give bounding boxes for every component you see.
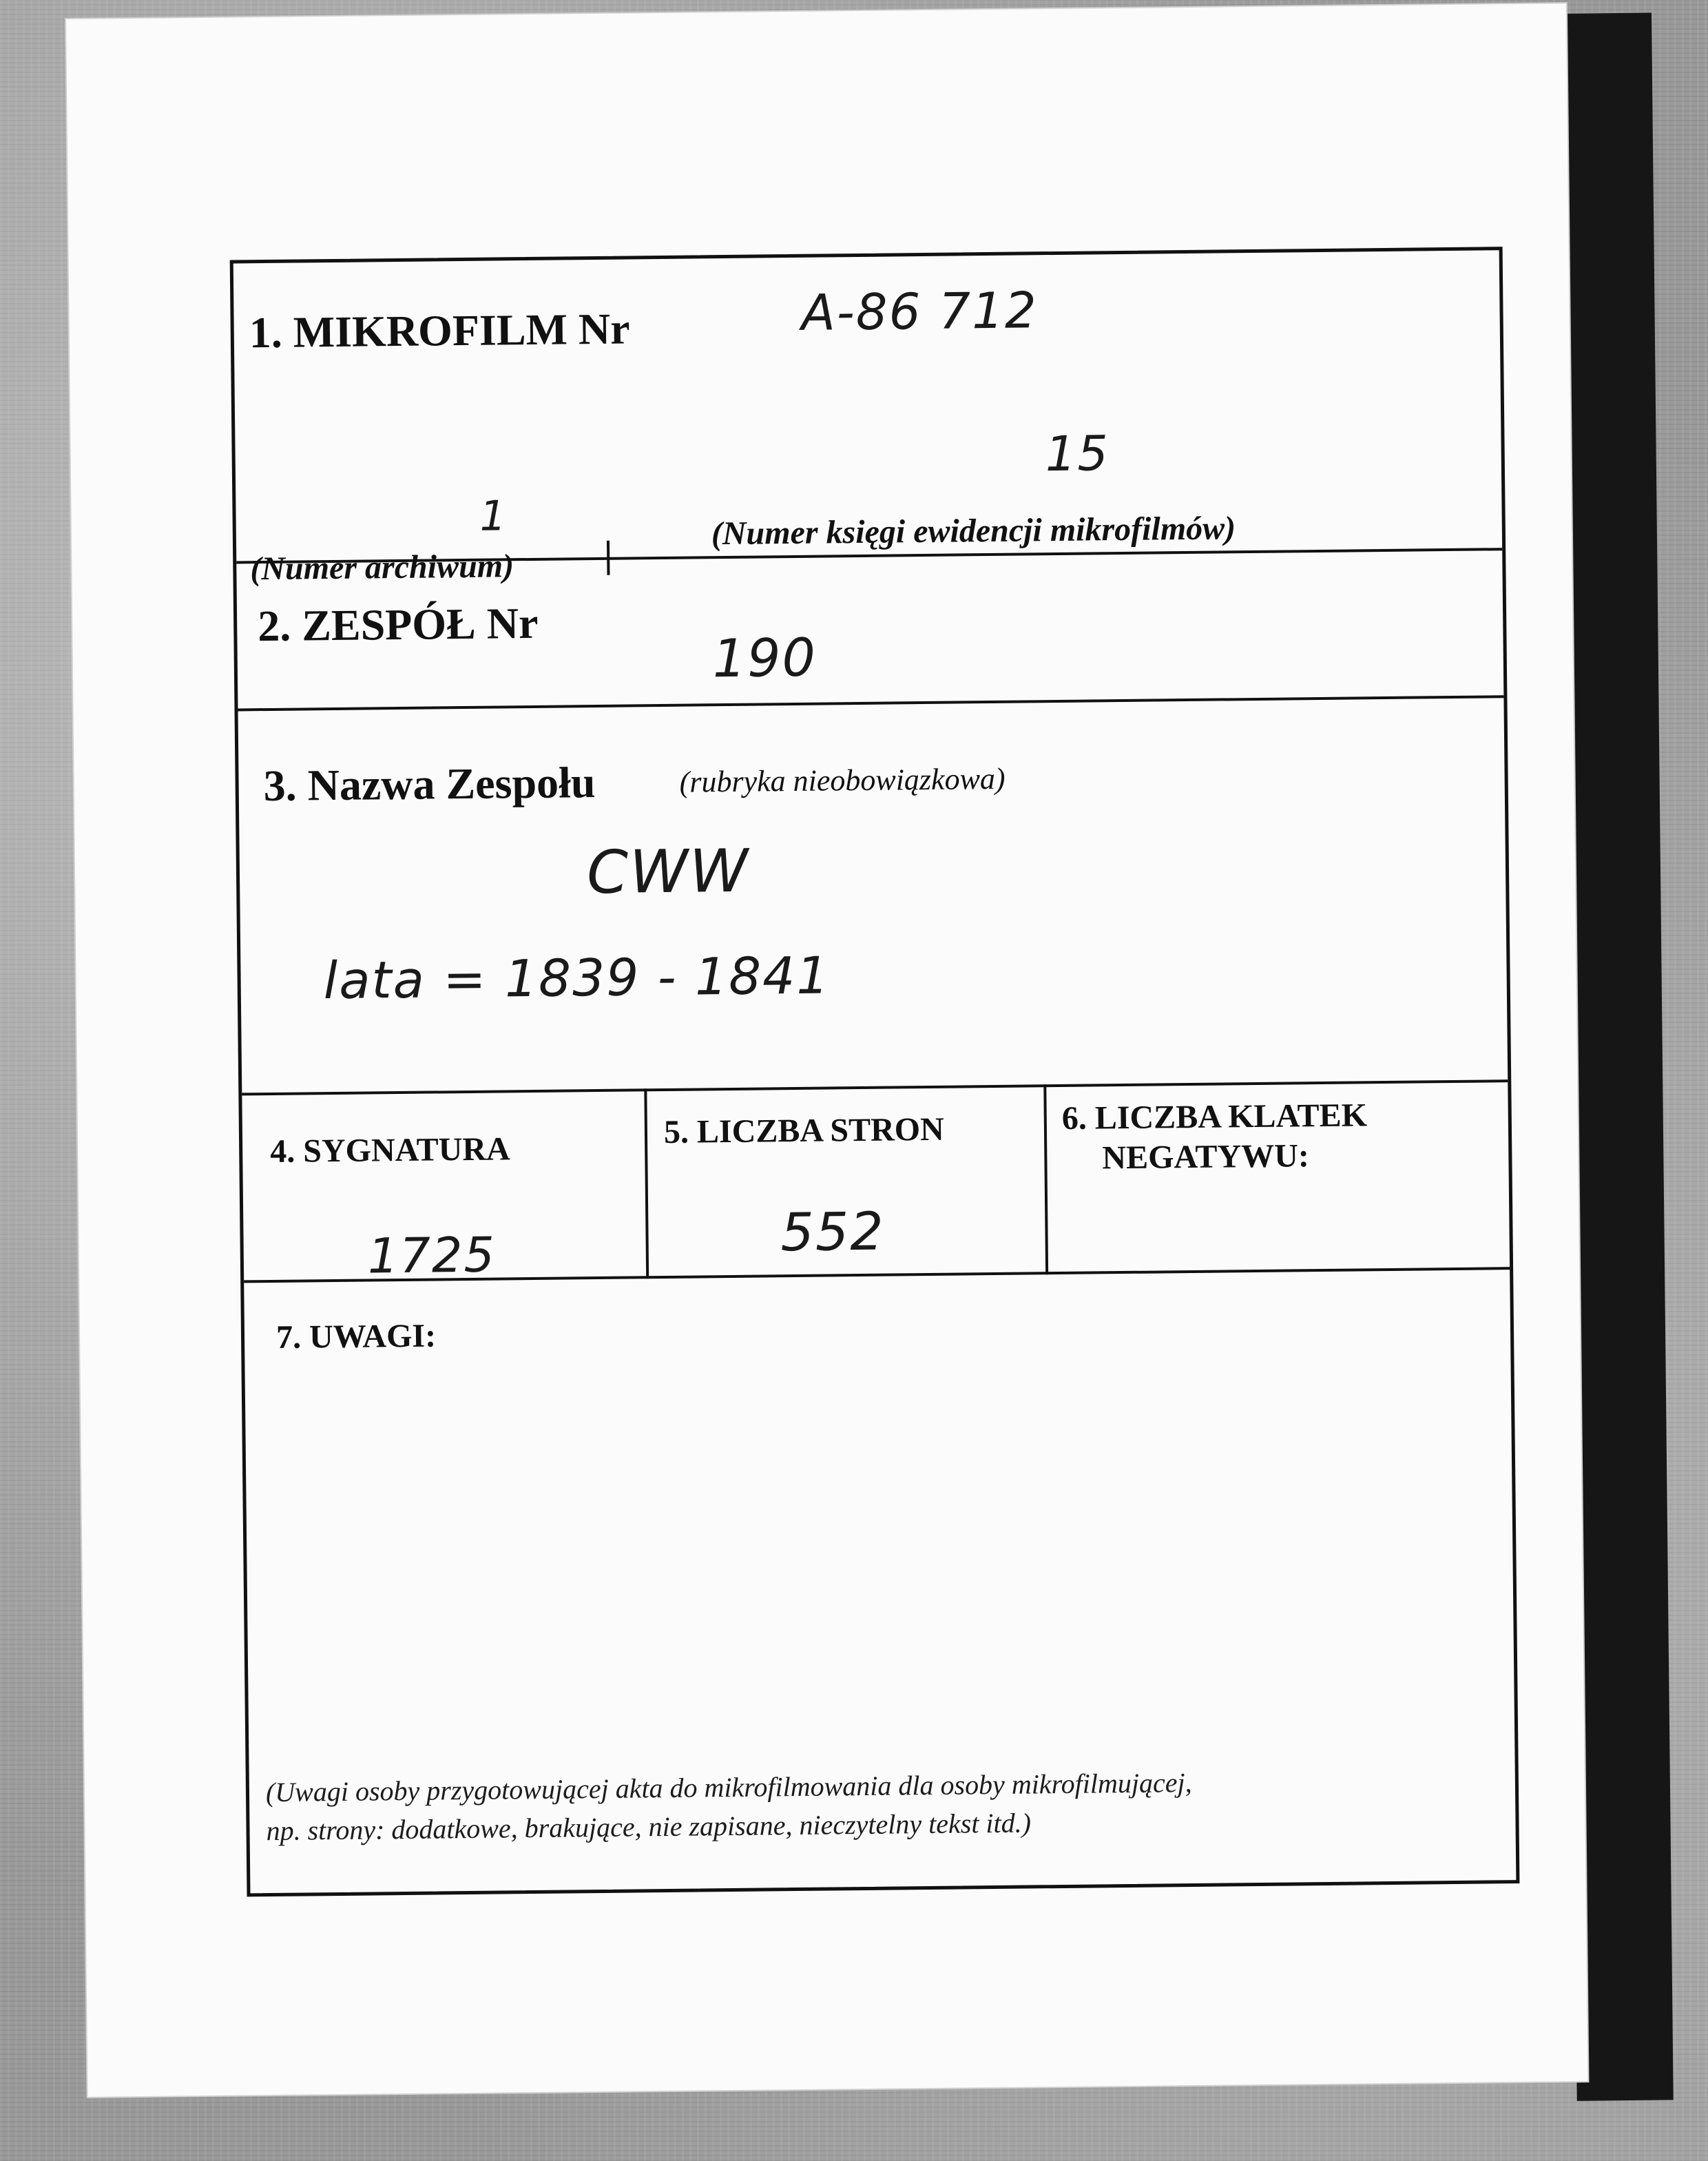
- archive-number-value: 1: [479, 492, 508, 541]
- microfilm-number-label: 1. MIKROFILM Nr: [249, 304, 630, 358]
- signature-value: 1725: [367, 1226, 497, 1285]
- frame-count-label-2: NEGATYWU:: [1102, 1137, 1310, 1177]
- divider-col-2: [1043, 1084, 1048, 1274]
- ledger-number-caption: (Numer księgi ewidencji mikrofilmów): [711, 510, 1236, 552]
- document-page: [66, 3, 1587, 2097]
- signature-label: 4. SYGNATURA: [269, 1130, 510, 1170]
- divider-2: [238, 695, 1503, 711]
- fond-number-label: 2. ZESPÓŁ Nr: [257, 598, 539, 651]
- fond-name-value: CWW: [586, 836, 750, 908]
- fond-name-note: (rubryka nieobowiązkowa): [679, 761, 1006, 799]
- remarks-label: 7. UWAGI:: [275, 1317, 437, 1356]
- archive-number-caption: (Numer archiwum): [250, 548, 514, 588]
- remarks-footnote-line2: np. strony: dodatkowe, brakujące, nie zapisane, nieczytelny tekst itd.): [266, 1807, 1032, 1847]
- microfilm-form: [230, 247, 1520, 1896]
- frame-count-label-1: 6. LICZBA KLATEK: [1061, 1097, 1368, 1137]
- divider-col-1: [644, 1088, 649, 1279]
- fond-years-value: lata = 1839 - 1841: [323, 946, 831, 1011]
- fond-number-value: 190: [712, 626, 817, 690]
- fond-name-label: 3. Nazwa Zespołu: [263, 758, 596, 811]
- page-count-value: 552: [780, 1200, 886, 1263]
- divider-3: [242, 1079, 1508, 1095]
- page-count-label: 5. LICZBA STRON: [663, 1110, 945, 1150]
- remarks-footnote-line1: (Uwagi osoby przygotowującej akta do mikrofilmowania dla osoby mikrofilmującej,: [265, 1767, 1192, 1808]
- ledger-number-value: 15: [1045, 425, 1110, 483]
- microfilm-number-value: A-86 712: [801, 281, 1039, 342]
